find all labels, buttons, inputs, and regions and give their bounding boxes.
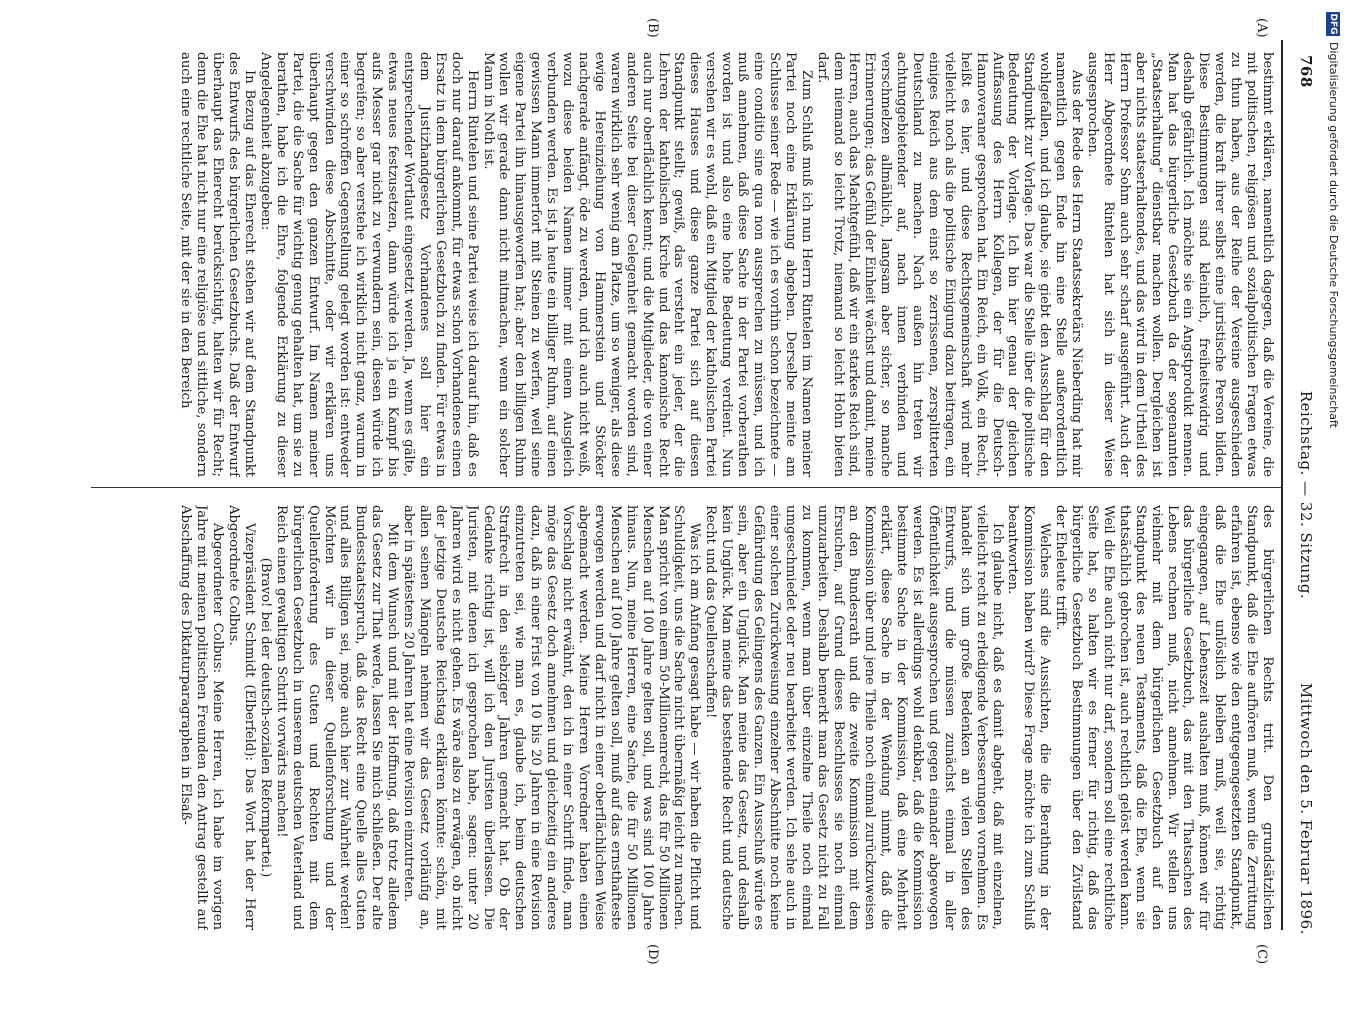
margin-marker-d: (D) (645, 944, 660, 965)
paragraph: In Bezug auf das Eherecht stehen wir auf dem Standpunkt des Entwurfs des bürgerlichen Gesetzbuchs. Daß der Entwurf überhaupt das Eherecht berücksichtigt, halten wir für Recht; denn die Ehe hat nicht nur eine religiöse und sittliche, sondern auch eine rechtliche Seite, mit der sie in den Bereich (178, 52, 257, 477)
dfg-logo: DFG (1328, 13, 1338, 35)
margin-marker-a: (A) (1254, 18, 1269, 38)
applause-note: (Bravo! bei der deutsch-sozialen Reformpartei.) (257, 557, 273, 878)
paragraph: Mit dem Wunsch und mit der Hoffnung, daß trotz alledem das Gesetz zur That werde, lassen Sie mich schließen. Der alte Bundesstaatsspruch, daß das Recht eine Quelle alles Guten und alles Billigen sei, möge auch hier zur Wahrheit werden! Möchten wir in dieser Quellenforschung und der Quellenforderung des Guten und Rechten mit dem bürgerlichen Gesetzbuch in unserem deutschen Vaterland und Reich einen gewaltigen Schritt vorwärts machen! (273, 505, 401, 930)
margin-marker-c: (C) (1254, 944, 1269, 965)
paragraph: Welches sind die Aussichten, die die Berathung in der Kommission haben wird? Diese Frage möchte ich zum Schluß beantworten. (1005, 505, 1053, 930)
session-title: Reichstag. — 32. Sitzung. (1297, 390, 1315, 600)
page-header (1287, 55, 1315, 935)
right-column (95, 505, 1275, 930)
page-number: 768 (1297, 55, 1315, 88)
speaker-paragraph: Vizepräsident Schmidt (Elberfeld): Das Wort hat der Herr Abgeordnete Colbus. (226, 505, 257, 930)
margin-marker-b: (B) (645, 18, 660, 38)
header-rule (1281, 40, 1283, 930)
paragraph: Zum Schluß muß ich nun Herrn Rintelen im Namen meiner Partei noch eine Erklärung abgeben. Derselbe meinte am Schlusse seiner Rede — wie ich es vorhin schon bezeichnete — eine conditio sine qua non aussprechen zu müssen, und ich muß annehmen, daß diese Sache in der Partei vorberathen worden ist und also eine hohe Bedeutung verdient. Nun versehen wir es wohl, daß ein Mitglied der katholischen Partei dieses Hauses und diese ganze Partei sich auf diesen Standpunkt stellt; gewiß, das versteht ein jeder, der die Lehren der katholischen Kirche und das kanonische Recht auch nur oberflächlich kennt; und die Mitglieder, die von einer anderen Seite bei dieser Gelegenheit gemacht worden sind, waren wirklich sehr wenig am Platze, um so weniger, als diese ewige Hereinziehung von Hammerstein und Stöcker nachgerade anfängt, öde zu werden, und ich auch nicht weiß, wozu diese beiden Namen immer mit einem Ausgleich verbunden werden. Es ist ja heute ein billiger Ruhm, auf einen gewissen Mann immerfort mit Steinen zu werfen, weil seine eigene Partei ihn hinausgeworfen hat; aber den billigen Ruhm wollen wir gerade dann nicht mitmachen, wenn ein solcher Mann in Noth ist. (480, 52, 814, 477)
paragraph: Was ich am Anfang gesagt habe — wir haben die Pflicht und Schuldigkeit, uns die Sache nicht übermäßig leicht zu machen. Man spricht von einem 50-Millionenrecht, das für 50 Millionen Menschen auf 100 Jahre gelten soll, und was sind 100 Jahre hinaus. Nun, meine Herren, eine Sache, die für 50 Millionen Menschen auf 100 Jahre gelten soll, muß auf das ernsthafteste erwogen werden und darf nicht in einer oberflächlichen Weise abgemacht werden. Meine Herren Vorredner haben einen Vorschlag nicht erwähnt, den ich in einer Schrift finde, man möge das Gesetz doch annehmen und gleichzeitig ein anderes dazu, daß in einer Frist von 10 bis 20 Jahren in eine Revision einzutreten sei, wie man es, glaube ich, beim deutschen Strafrecht in den siebziger Jahren gemacht hat. Ob der Gedanke richtig ist, will ich den Juristen überlassen. Die Juristen, mit denen ich gesprochen habe, sagen: unter 20 Jahren wird es nicht gehen. Es wäre also zu erwägen, ob nicht der jetzige Deutsche Reichstag erklären könnte: schön, mit allen seinen Mängeln nehmen wir das Gesetz vorläufig an, aber in spätestens 20 Jahren hat eine Revision einzutreten. (401, 505, 703, 930)
document-page (53, 0, 1353, 1000)
speaker-paragraph: Abgeordneter Colbus: Meine Herren, ich habe im vorigen Jahre mit meinen politischen Freunden den Antrag gestellt auf Abschaffung des Diktaturparagraphen in Elsaß- (178, 505, 226, 930)
paragraph: Herrn Rintelen und seine Partei weise ich darauf hin, daß es doch nur darauf ankommt, für etwas schon Vorhandenes einen Ersatz in dem bürgerlichen Gesetzbuch zu finden. Für etwas in dem Justizhandgesetz Vorhandenes soll hier ein entsprechender Wortlaut eingesetzt werden. Ja, wenn es gälte, etwas neues festzusetzen, dann würde ich ja ein Kampf bis aufs Messer gar nicht zu verwundern sein, diesen würde ich begreifen; so aber verstehe ich wirklich nicht ganz, warum in einer so schroffen Gegenstellung gelegt worden ist: entweder verschwinden diese Abschnitte, oder wir erklären uns überhaupt gegen den ganzen Entwurf. Im Namen meiner Partei, die die Sache für wichtig genug gehalten hat, um sie zu berathen, habe ich die Ehre, folgende Erklärung zu dieser Angelegenheit abzugeben: (257, 52, 480, 477)
column-divider (91, 487, 1281, 488)
paragraph: Aus der Rede des Herrn Staatssekretärs Nieberding hat mir namentlich gegen Ende hin eine Stelle außerordentlich wohlgefallen, und ich glaube, sie giebt den Ausschlag für den Standpunkt zur Vorlage. Das war die Stelle über die politische Bedeutung der Vorlage. Ich bin hier genau der gleichen Auffassung des Herrn Kollegen, der für die Deutsch-Hannoveraner gesprochen hat. Ein Reich, ein Volk, ein Recht, heißt es hier, und diese Rechtsgemeinschaft wird mehr vielleicht noch als die politische Einigung dazu beitragen, ein einiges Reich aus dem einst so zerrissenen, zersplitterten Deutschland zu machen. Nach außen hin treten wir achtunggebietender auf, nach innen verbinden und verschmelzen allmählich, langsam aber sicher, so manche Erinnerungen; das Gefühl der Einheit wächst und damit, meine Herren, auch das Machtgefühl, daß wir ein starkes Reich sind, dem niemand so leicht Trotz, niemand so leicht Hohn bieten darf. (814, 52, 1085, 477)
paragraph: Ich glaube nicht, daß es damit abgeht, daß mit einzelnen, vielleicht recht zu erledigende Verbesserungen vornehmen. Es handelt sich um große Bedenken an vielen Stellen des Entwurfs, und die müssen zunächst einmal in aller Öffentlichkeit ausgesprochen und gegen einander abgewogen werden. Es ist allerdings wohl denkbar, daß die Kommission bestimmte Sache in der Kommission, daß eine Mehrheit erklärt, diese Sache in der Wendung nimmt, daß die Kommission über und jene Theile noch einmal zurückzuweisen an den Bundesrath und die zweite Kommission mit dem Ersuchen, auf Grund dieses Beschlusses sie noch einmal umzuarbeiten. Deshalb bemerkt man das Gesetz nicht zu Fall zu kommen, wenn man über einzelne Theile noch einmal umgeschmiedet oder neu bearbeitet werden. Ich sehe auch in einer solchen Zurückweisung einzelner Abschnitte noch keine Gefährdung des Gelingens des Ganzen. Ein Ausschuß würde es sein, aber ein Unglück. Man meine das Gesetz, und deshalb kein Unglück. Man meine das bestehende Recht und deutsche Recht und das Quellenschaffen! (703, 505, 1005, 930)
session-date: Mittwoch den 5. Februar 1896. (1297, 682, 1315, 935)
left-column (95, 52, 1275, 477)
paragraph: bestimmt erklären, namentlich dagegen, daß die Vereine, die mit politischen, religiösen und sozialpolitischen Fragen etwas zu thun haben, aus der Reihe der Vereine ausgeschieden werden, die kraft ihrer selbst eine juristische Person bilden. Diese Bestimmungen sind kleinlich, freiheitswidrig und deshalb gefährlich. Ich möchte sie ein Angstprodukt nennen. Man hat das bürgerliche Gesetzbuch da der sogenannten „Staatserhaltung“ dienstbar machen wollen. Dergleichen ist aber nichts staatserhaltendes, und das wird in dem Urtheil des Herrn Professor Sohm auch sehr scharf ausgeführt. Auch der Herr Abgeordnete Rintelen hat sich in dieser Weise ausgesprochen. (1085, 52, 1275, 477)
digitization-footer (1322, 0, 1344, 1000)
digitization-credit: Digitalisierung gefördert durch die Deutsche Forschungsgemeinschaft (1327, 42, 1340, 428)
paragraph: des bürgerlichen Rechts tritt. Den grundsätzlichen Standpunkt, daß die Ehe aufhören muß, wenn die Zerrüttung erfahren ist, ebenso wie den entgegengesetzten Standpunkt, daß die Ehe unlöslich bleiben muß, weil sie, richtig eingegangen, auf Lebenszeit aushalten muß, können wir für das bürgerliche Gesetzbuch, das mit den Thatsachen des Lebens rechnen muß, nicht annehmen. Wir stellen uns vielmehr mit dem bürgerlichen Gesetzbuch auf den Standpunkt des neuen Testaments, daß die Ehe, wenn sie thatsächlich gebrochen ist, auch rechtlich gelöst werden kann. Weil die Ehe auch nicht nur darf, sondern soll eine rechtliche Seite hat, so halten wir es ferner für richtig, daß das bürgerliche Gesetzbuch Bestimmungen über den Zivilstand der Eheleute trifft. (1053, 505, 1275, 930)
